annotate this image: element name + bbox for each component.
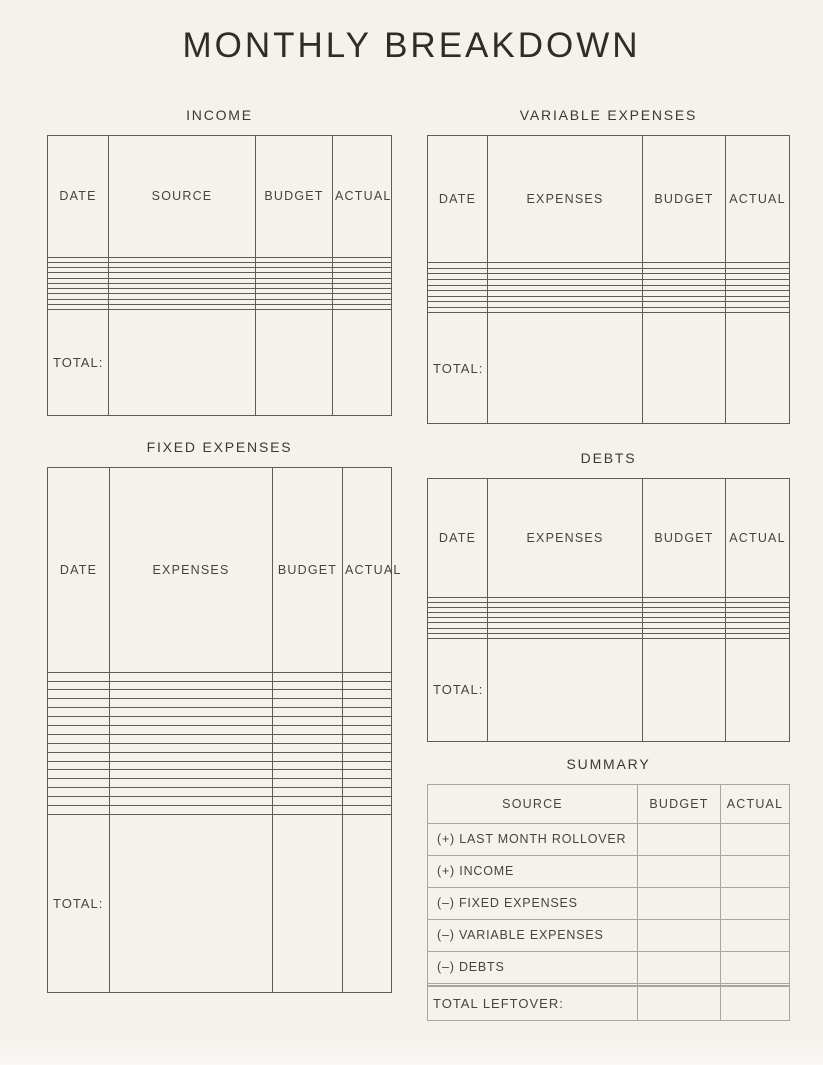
fixed_expenses-empty-cell bbox=[110, 779, 273, 788]
variable_expenses-total-value-cell bbox=[488, 313, 643, 424]
fixed_expenses-empty-cell bbox=[273, 806, 343, 815]
summary-empty-cell bbox=[638, 919, 721, 951]
page-title: MONTHLY BREAKDOWN bbox=[182, 26, 641, 65]
fixed_expenses-empty-cell bbox=[110, 797, 273, 806]
variable-expenses-table bbox=[427, 135, 790, 424]
fixed_expenses-empty-cell bbox=[110, 681, 273, 690]
fixed_expenses-empty-cell bbox=[343, 717, 392, 726]
fixed_expenses-empty-cell bbox=[110, 734, 273, 743]
fixed_expenses-empty-cell bbox=[48, 770, 110, 779]
income-header-source: SOURCE bbox=[109, 136, 256, 258]
debts-total-row bbox=[428, 638, 790, 741]
variable_expenses-header-row bbox=[428, 136, 790, 263]
fixed_expenses-empty-cell bbox=[48, 779, 110, 788]
fixed_expenses-empty-cell bbox=[48, 708, 110, 717]
fixed_expenses-empty-cell bbox=[110, 770, 273, 779]
fixed_expenses-empty-cell bbox=[273, 708, 343, 717]
debts-total-value-cell bbox=[643, 638, 726, 741]
fixed_expenses-empty-cell bbox=[343, 806, 392, 815]
fixed-expenses-table bbox=[47, 467, 402, 993]
summary-grid bbox=[427, 784, 790, 1021]
variable-expenses-title: VARIABLE EXPENSES bbox=[519, 107, 698, 123]
variable_expenses-total-row bbox=[428, 313, 790, 424]
fixed_expenses-row bbox=[48, 797, 392, 806]
fixed_expenses-empty-cell bbox=[48, 690, 110, 699]
income-header-actual: ACTUAL bbox=[333, 136, 392, 258]
fixed_expenses-total-row bbox=[48, 814, 392, 992]
fixed-expenses-title: FIXED EXPENSES bbox=[146, 439, 293, 455]
summary-empty-cell bbox=[721, 951, 790, 983]
fixed_expenses-empty-cell bbox=[273, 726, 343, 735]
fixed_expenses-empty-cell bbox=[343, 752, 392, 761]
fixed_expenses-total-value-cell bbox=[273, 814, 343, 992]
fixed_expenses-empty-cell bbox=[110, 743, 273, 752]
summary-row-label: (–) VARIABLE EXPENSES bbox=[428, 919, 638, 951]
debts-header-date: DATE bbox=[428, 479, 488, 598]
fixed_expenses-empty-cell bbox=[343, 699, 392, 708]
income-total-value-cell bbox=[256, 310, 333, 416]
fixed_expenses-empty-cell bbox=[110, 788, 273, 797]
fixed_expenses-header-actual: ACTUAL bbox=[343, 468, 392, 673]
summary-header-budget: BUDGET bbox=[638, 785, 721, 824]
summary-row bbox=[428, 919, 790, 951]
fixed_expenses-empty-cell bbox=[48, 761, 110, 770]
debts-total-value-cell bbox=[726, 638, 790, 741]
variable_expenses-header-expenses: EXPENSES bbox=[488, 136, 643, 263]
fixed_expenses-empty-cell bbox=[110, 708, 273, 717]
fixed_expenses-empty-cell bbox=[48, 734, 110, 743]
fixed_expenses-row bbox=[48, 672, 392, 681]
fixed_expenses-row bbox=[48, 699, 392, 708]
fixed-expenses-section bbox=[47, 439, 402, 993]
fixed_expenses-empty-cell bbox=[343, 779, 392, 788]
variable_expenses-header-date: DATE bbox=[428, 136, 488, 263]
summary-row bbox=[428, 855, 790, 887]
fixed_expenses-row bbox=[48, 761, 392, 770]
fixed_expenses-empty-cell bbox=[343, 734, 392, 743]
fixed_expenses-row bbox=[48, 770, 392, 779]
income-total-value-cell bbox=[109, 310, 256, 416]
debts-title: DEBTS bbox=[580, 450, 637, 466]
fixed_expenses-empty-cell bbox=[110, 717, 273, 726]
summary-row-label: (+) INCOME bbox=[428, 855, 638, 887]
fixed_expenses-empty-cell bbox=[343, 726, 392, 735]
summary-empty-cell bbox=[638, 951, 721, 983]
fixed_expenses-grid bbox=[47, 467, 402, 993]
fixed_expenses-total-value-cell bbox=[343, 814, 392, 992]
summary-empty-cell bbox=[721, 919, 790, 951]
fixed_expenses-row bbox=[48, 717, 392, 726]
debts-total-value-cell bbox=[488, 638, 643, 741]
fixed_expenses-empty-cell bbox=[343, 681, 392, 690]
variable_expenses-total-value-cell bbox=[643, 313, 726, 424]
fixed_expenses-empty-cell bbox=[273, 690, 343, 699]
fixed_expenses-empty-cell bbox=[110, 806, 273, 815]
fixed_expenses-empty-cell bbox=[48, 797, 110, 806]
debts-grid bbox=[427, 478, 790, 742]
fixed_expenses-total-value-cell bbox=[110, 814, 273, 992]
variable_expenses-header-budget: BUDGET bbox=[643, 136, 726, 263]
income-total-label: TOTAL: bbox=[48, 310, 109, 416]
fixed_expenses-empty-cell bbox=[273, 681, 343, 690]
fixed_expenses-header-date: DATE bbox=[48, 468, 110, 673]
fixed_expenses-empty-cell bbox=[110, 726, 273, 735]
debts-table bbox=[427, 478, 790, 742]
summary-total-value-cell bbox=[638, 987, 721, 1021]
summary-table bbox=[427, 784, 790, 1021]
fixed_expenses-row bbox=[48, 708, 392, 717]
summary-header-source: SOURCE bbox=[428, 785, 638, 824]
fixed_expenses-empty-cell bbox=[273, 752, 343, 761]
summary-total-row bbox=[428, 987, 790, 1021]
summary-empty-cell bbox=[638, 823, 721, 855]
fixed_expenses-header-row bbox=[48, 468, 392, 673]
fixed_expenses-row bbox=[48, 690, 392, 699]
income-title: INCOME bbox=[186, 107, 253, 123]
fixed_expenses-empty-cell bbox=[343, 690, 392, 699]
fixed_expenses-header-expenses: EXPENSES bbox=[110, 468, 273, 673]
fixed_expenses-empty-cell bbox=[48, 806, 110, 815]
variable_expenses-header-actual: ACTUAL bbox=[726, 136, 790, 263]
fixed_expenses-empty-cell bbox=[110, 761, 273, 770]
fixed_expenses-empty-cell bbox=[273, 672, 343, 681]
income-header-row bbox=[48, 136, 392, 258]
fixed_expenses-empty-cell bbox=[48, 672, 110, 681]
income-section bbox=[47, 108, 392, 416]
fixed_expenses-row bbox=[48, 743, 392, 752]
fixed_expenses-empty-cell bbox=[273, 699, 343, 708]
fixed_expenses-row bbox=[48, 734, 392, 743]
summary-row-label: (–) FIXED EXPENSES bbox=[428, 887, 638, 919]
fixed_expenses-empty-cell bbox=[48, 752, 110, 761]
income-total-row bbox=[48, 310, 392, 416]
fixed_expenses-empty-cell bbox=[343, 788, 392, 797]
variable_expenses-grid bbox=[427, 135, 790, 424]
fixed_expenses-empty-cell bbox=[273, 779, 343, 788]
fixed_expenses-empty-cell bbox=[343, 708, 392, 717]
summary-empty-cell bbox=[721, 823, 790, 855]
income-header-date: DATE bbox=[48, 136, 109, 258]
debts-total-label: TOTAL: bbox=[428, 638, 488, 741]
summary-empty-cell bbox=[721, 887, 790, 919]
debts-header-actual: ACTUAL bbox=[726, 479, 790, 598]
summary-total-value-cell bbox=[721, 987, 790, 1021]
fixed_expenses-empty-cell bbox=[273, 717, 343, 726]
income-grid bbox=[47, 135, 392, 416]
debts-header-budget: BUDGET bbox=[643, 479, 726, 598]
summary-row-label: (+) LAST MONTH ROLLOVER bbox=[428, 823, 638, 855]
fixed_expenses-empty-cell bbox=[273, 788, 343, 797]
income-table bbox=[47, 135, 392, 416]
fixed_expenses-empty-cell bbox=[343, 761, 392, 770]
fixed_expenses-empty-cell bbox=[48, 788, 110, 797]
fixed_expenses-empty-cell bbox=[48, 743, 110, 752]
fixed_expenses-empty-cell bbox=[343, 797, 392, 806]
income-total-value-cell bbox=[333, 310, 392, 416]
fixed_expenses-empty-cell bbox=[343, 770, 392, 779]
fixed_expenses-empty-cell bbox=[48, 681, 110, 690]
fixed_expenses-row bbox=[48, 681, 392, 690]
debts-header-expenses: EXPENSES bbox=[488, 479, 643, 598]
summary-section bbox=[427, 757, 790, 1021]
debts-header-row bbox=[428, 479, 790, 598]
summary-empty-cell bbox=[638, 887, 721, 919]
summary-row bbox=[428, 887, 790, 919]
fixed_expenses-empty-cell bbox=[273, 734, 343, 743]
fixed_expenses-empty-cell bbox=[110, 672, 273, 681]
fixed_expenses-empty-cell bbox=[273, 797, 343, 806]
summary-empty-cell bbox=[721, 855, 790, 887]
summary-total-label: TOTAL LEFTOVER: bbox=[428, 987, 638, 1021]
fixed_expenses-total-label: TOTAL: bbox=[48, 814, 110, 992]
debts-section bbox=[427, 451, 790, 742]
income-header-budget: BUDGET bbox=[256, 136, 333, 258]
fixed_expenses-header-budget: BUDGET bbox=[273, 468, 343, 673]
fixed_expenses-empty-cell bbox=[273, 743, 343, 752]
fixed_expenses-row bbox=[48, 788, 392, 797]
summary-title: SUMMARY bbox=[566, 756, 651, 772]
fixed_expenses-empty-cell bbox=[110, 752, 273, 761]
fixed_expenses-empty-cell bbox=[273, 770, 343, 779]
summary-header-actual: ACTUAL bbox=[721, 785, 790, 824]
variable_expenses-total-label: TOTAL: bbox=[428, 313, 488, 424]
summary-row-label: (–) DEBTS bbox=[428, 951, 638, 983]
fixed_expenses-empty-cell bbox=[343, 743, 392, 752]
fixed_expenses-empty-cell bbox=[343, 672, 392, 681]
fixed_expenses-row bbox=[48, 779, 392, 788]
summary-header-row bbox=[428, 785, 790, 824]
variable-expenses-section bbox=[427, 108, 790, 424]
fixed_expenses-row bbox=[48, 726, 392, 735]
fixed_expenses-empty-cell bbox=[48, 726, 110, 735]
fixed_expenses-empty-cell bbox=[110, 690, 273, 699]
fixed_expenses-row bbox=[48, 806, 392, 815]
fixed_expenses-empty-cell bbox=[273, 761, 343, 770]
summary-row bbox=[428, 823, 790, 855]
summary-empty-cell bbox=[638, 855, 721, 887]
fixed_expenses-row bbox=[48, 752, 392, 761]
fixed_expenses-empty-cell bbox=[110, 699, 273, 708]
variable_expenses-total-value-cell bbox=[726, 313, 790, 424]
summary-row bbox=[428, 951, 790, 983]
fixed_expenses-empty-cell bbox=[48, 717, 110, 726]
fixed_expenses-empty-cell bbox=[48, 699, 110, 708]
